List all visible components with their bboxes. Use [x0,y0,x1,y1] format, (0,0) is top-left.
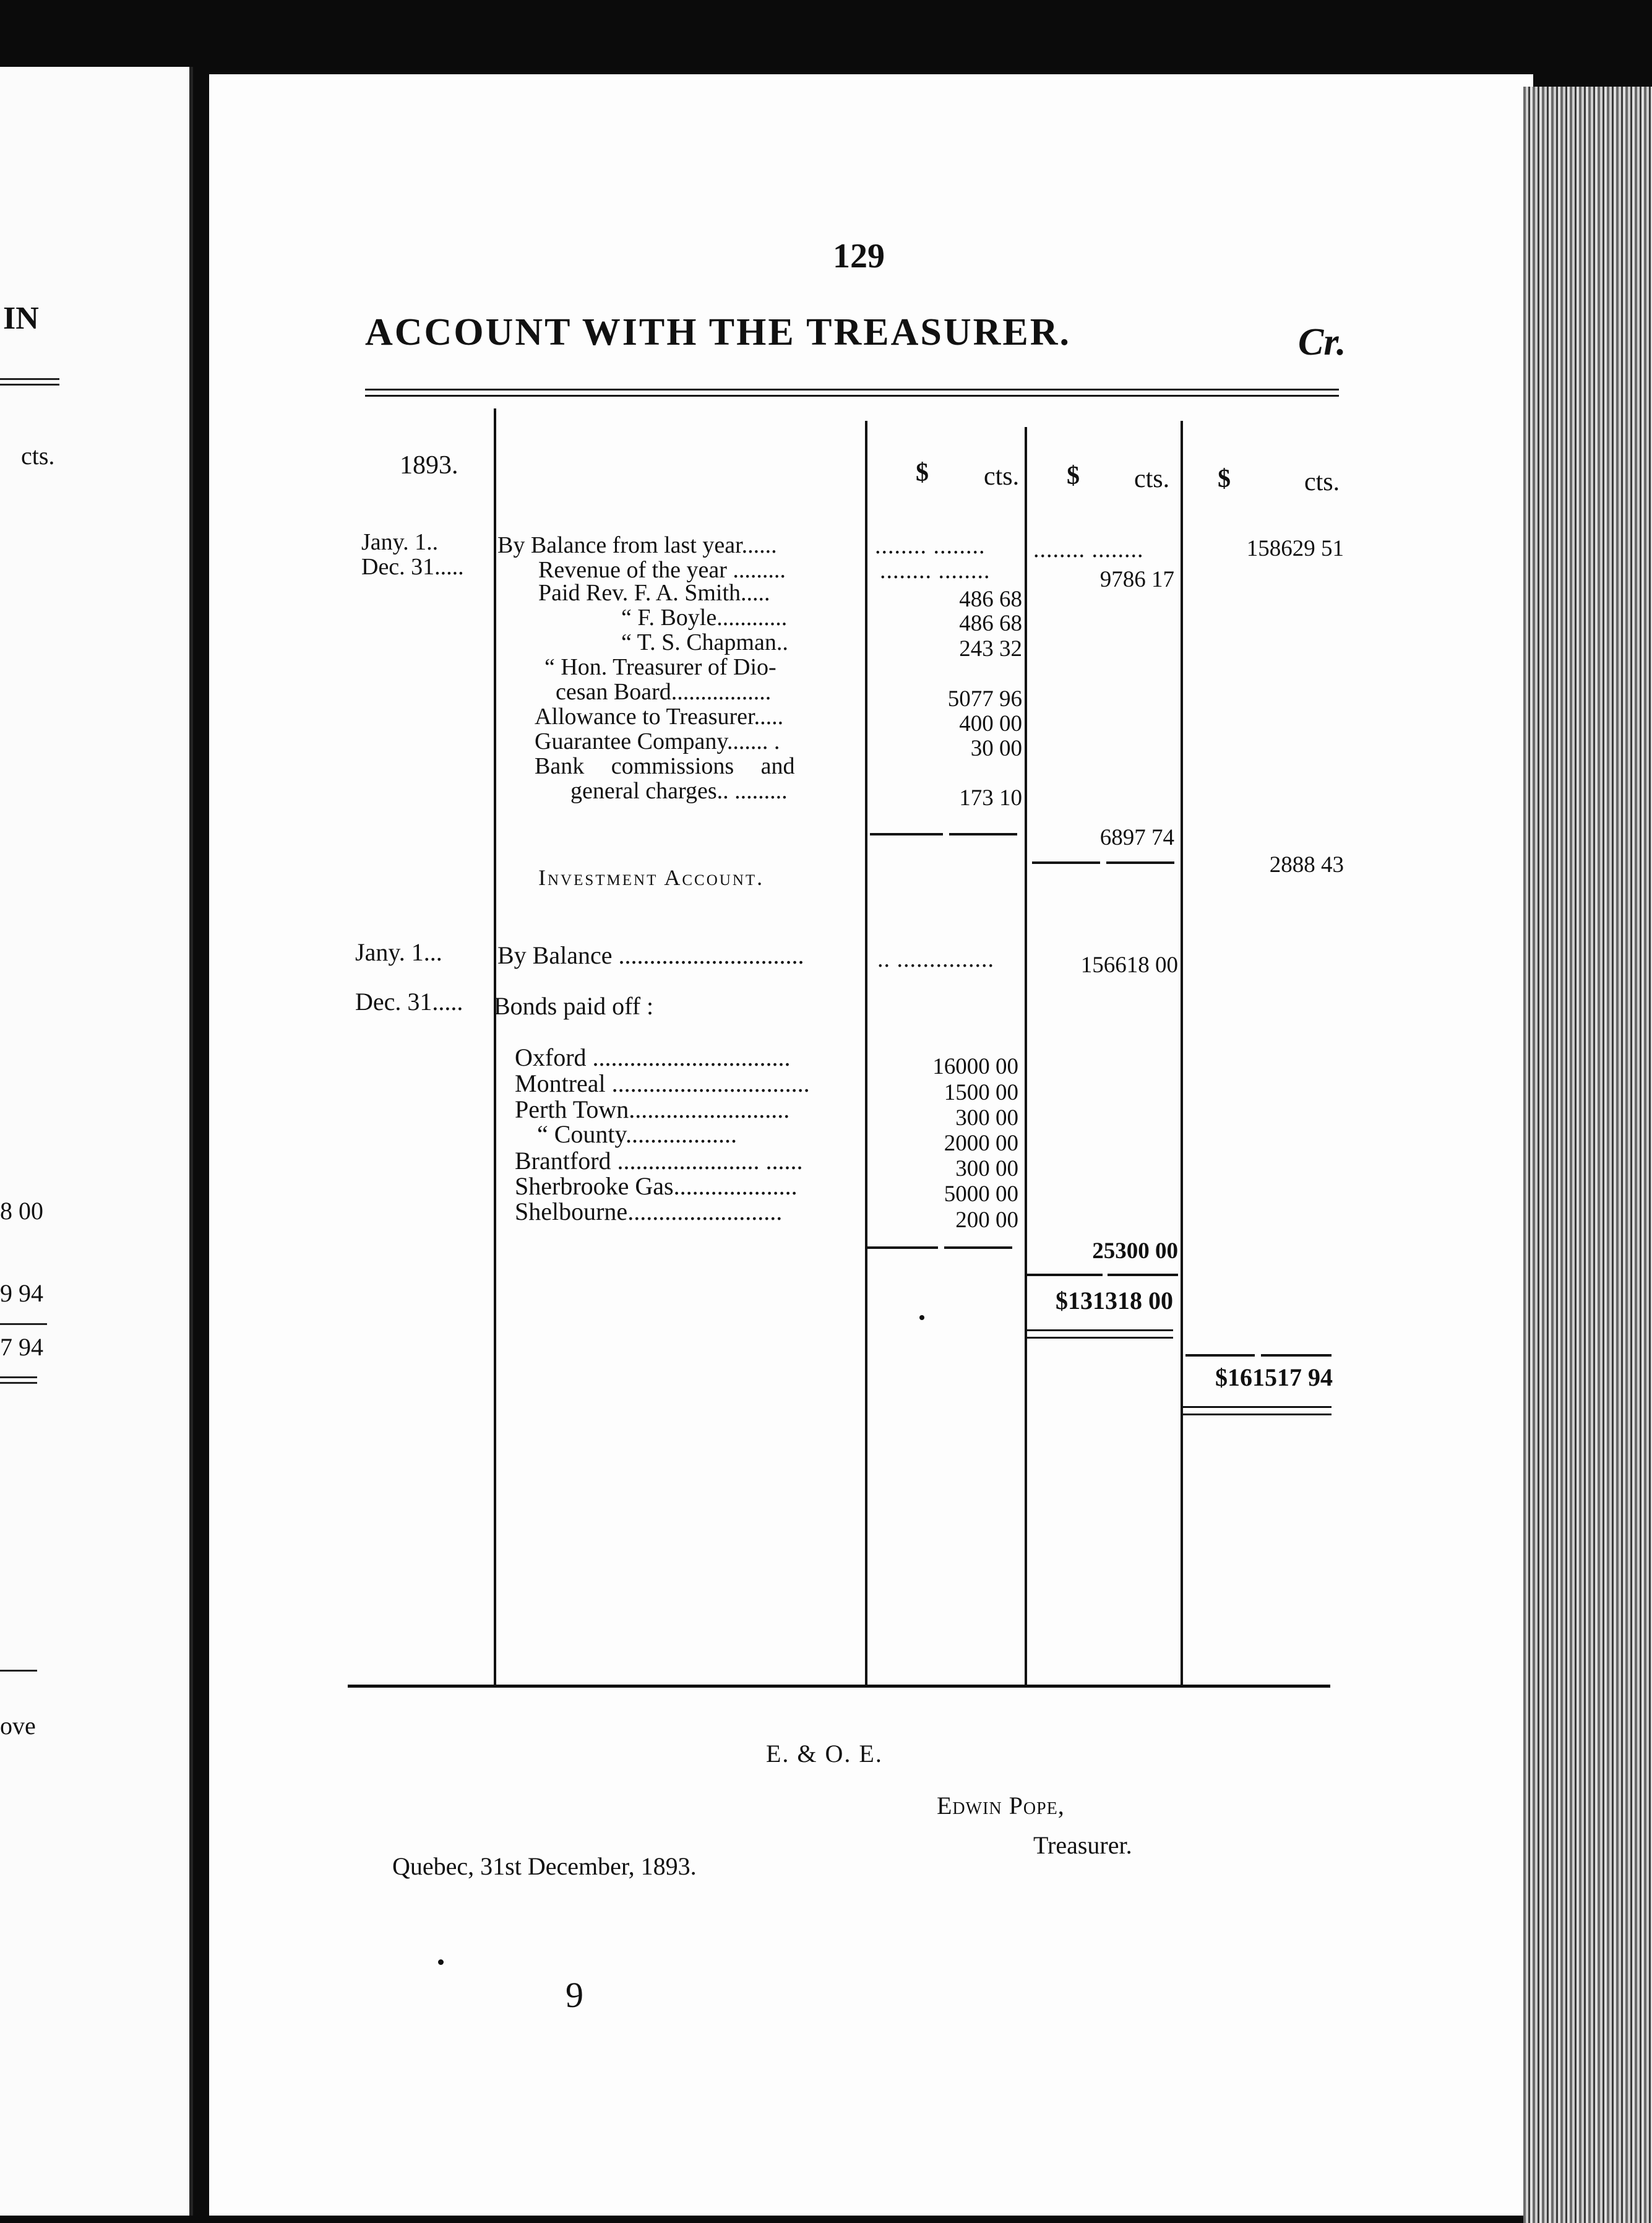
top-rule [365,395,1339,397]
col3-cts-header: cts. [1304,468,1340,496]
left-word-fragment: ove [0,1712,36,1740]
entry-date: Dec. 31..... [361,554,464,580]
entry-text: Guarantee Company....... . [535,728,780,754]
investment-balance-value: 156618 00 [1080,952,1178,978]
bond-item-name: Oxford ................................ [515,1043,791,1071]
investment-total-double-rule [1027,1329,1173,1331]
grand-total-double-rule [1183,1406,1331,1408]
bond-item-name: Montreal ................................ [515,1069,810,1097]
book-page-edges [1523,87,1652,2223]
left-rule [0,1323,47,1325]
page-title: ACCOUNT WITH THE TREASURER. [365,311,1072,353]
bonds-date: Dec. 31..... [355,988,463,1016]
entry-col1-value: 243 32 [959,636,1022,662]
entry-text: Paid Rev. F. A. Smith..... [538,580,770,606]
bonds-underline [944,1246,1012,1249]
page-number: 129 [833,237,885,275]
bonds-total: 25300 00 [1092,1238,1178,1264]
left-rule [0,1670,37,1672]
entry-text: Revenue of the year ......... [538,557,786,583]
col3-dollar-header: $ [1218,465,1231,493]
top-rule [365,389,1339,391]
bond-item-name: Shelbourne......................... [515,1198,783,1225]
entry-text: “ Hon. Treasurer of Dio- [544,654,777,680]
signer-name: Edwin Pope, [937,1792,1065,1819]
investment-heading: Investment Account. [538,865,765,890]
entry-col1-value: 486 68 [959,587,1022,612]
left-rule [0,1376,37,1378]
subtotal-underline [870,833,943,835]
left-cts-label: cts. [21,442,55,470]
investment-balance-date: Jany. 1... [355,938,442,966]
bond-item-name: “ County.................. [537,1120,737,1148]
left-value: 8 00 [0,1197,43,1225]
col2-dollar-header: $ [1067,462,1080,490]
side-marker: Cr. [1298,321,1346,363]
bond-item-value: 300 00 [955,1156,1018,1181]
bonds-heading: Bonds paid off : [494,992,654,1020]
col2-cts-header: cts. [1134,465,1170,493]
col1-cts-header: cts. [984,462,1020,491]
previous-page-sliver [0,67,193,2216]
column-divider [1181,421,1183,1687]
entry-text: Bank commissions and [535,753,795,779]
bond-item-value: 200 00 [955,1207,1018,1233]
entry-col2-filler: ........ ........ [1033,537,1144,563]
bond-item-value: 5000 00 [944,1181,1018,1207]
entry-text: “ T. S. Chapman.. [621,629,788,655]
bonds-underline [865,1246,938,1249]
subtotal-underline [1106,861,1174,864]
bond-item-value: 2000 00 [944,1131,1018,1156]
entry-col1-filler: ........ ........ [880,558,991,584]
bonds-total-underline [1108,1274,1178,1276]
left-rule [0,378,59,380]
entry-text: “ F. Boyle............ [621,605,788,631]
grand-total-underline [1185,1354,1255,1357]
entry-col2-value: 9786 17 [1099,567,1174,592]
entry-text: cesan Board................. [556,679,772,705]
left-heading-fragment: IN [3,301,39,336]
left-value: 7 94 [0,1333,43,1361]
bonds-total-underline [1027,1274,1103,1276]
entry-col3-value: 158629 51 [1246,536,1344,561]
col1-dollar-header: $ [916,459,929,487]
grand-total-double-rule [1183,1414,1331,1415]
ledger-page [209,74,1533,2216]
entry-col1-value: 486 68 [959,611,1022,636]
entry-text: Allowance to Treasurer..... [535,704,784,730]
entry-col1-value: 5077 96 [947,686,1022,712]
bond-item-name: Brantford ....................... ...... [515,1147,803,1175]
left-rule [0,384,59,386]
column-divider [494,408,496,1685]
bottom-rule [348,1685,1330,1688]
signature-mark: 9 [566,1975,583,2015]
column-divider [1025,427,1027,1686]
left-value: 9 94 [0,1279,43,1307]
entry-date: Jany. 1.. [361,529,439,555]
entry-text: By Balance from last year...... [497,532,777,558]
grand-total-underline [1261,1354,1331,1357]
investment-balance-text: By Balance .............................. [497,941,804,969]
eoe-note: E. & O. E. [766,1740,883,1768]
entry-col1-filler: ........ ........ [875,533,986,559]
entry-col1-value: 30 00 [970,736,1022,761]
place-date: Quebec, 31st December, 1893. [392,1852,697,1880]
bond-item-value: 300 00 [955,1105,1018,1131]
bond-item-name: Perth Town.......................... [515,1095,790,1123]
bond-item-name: Sherbrooke Gas.................... [515,1172,798,1200]
subtotal-underline [949,833,1017,835]
signer-title: Treasurer. [1033,1831,1132,1859]
investment-total: $131318 00 [1056,1287,1173,1314]
investment-balance-filler: .. ............... [877,946,994,972]
net-revenue-value: 2888 43 [1269,852,1344,878]
grand-total: $161517 94 [1215,1363,1333,1391]
entry-col1-value: 400 00 [959,711,1022,736]
entry-text: general charges.. ......... [570,778,788,804]
ink-dot [919,1315,924,1320]
bond-item-value: 1500 00 [944,1080,1018,1105]
subtotal-underline [1032,861,1100,864]
expenses-subtotal: 6897 74 [1099,825,1174,850]
entry-col1-value: 173 10 [959,785,1022,811]
left-rule [0,1382,37,1384]
bond-item-value: 16000 00 [932,1054,1018,1079]
ink-dot [438,1959,444,1965]
investment-total-double-rule [1027,1337,1173,1339]
year-header: 1893. [400,451,458,480]
